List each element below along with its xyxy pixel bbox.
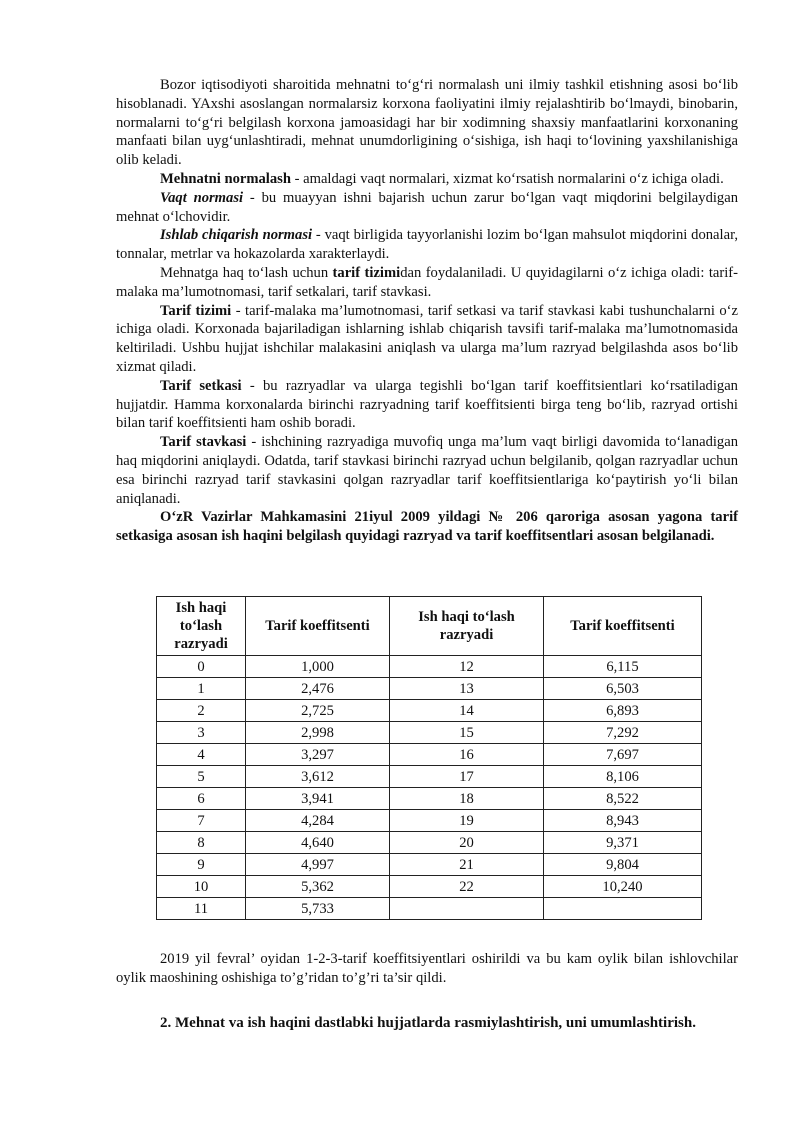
section-heading: 2. Mehnat va ish haqini dastlabki hujjatlarda rasmiylashtirish, uni umumlashtirish. — [160, 1015, 696, 1031]
table-cell: 1 — [157, 678, 246, 700]
definition-time-norm — [116, 189, 738, 227]
table-cell: 7,292 — [544, 722, 702, 744]
table-cell: 9 — [157, 854, 246, 876]
term: Tarif tizimi — [160, 302, 232, 319]
table-cell: 8,943 — [544, 810, 702, 832]
definition-labor-normalization — [116, 170, 738, 189]
table-row — [157, 678, 702, 700]
definition-text: - tarif-malaka ma’lumotnomasi, tarif setkasi va tarif stavkasi kabi tushunchalarni o‘z ichiga oladi. Korxonada bajariladigan ishlarning ishlab chiqarish tavsifi tarif-malaka ma’lumotnomasida keltiriladi. Ushbu hujjat ishchilar malakasini aniqlash va ularga ma’lum razryad belgilashda asos bo‘lib xizmat qiladi. — [116, 302, 738, 375]
table-cell: 9,371 — [544, 832, 702, 854]
table-cell: 2,476 — [246, 678, 390, 700]
definition-tariff-rate — [116, 433, 738, 508]
payment-paragraph — [116, 264, 738, 302]
definition-production-norm — [116, 226, 738, 264]
definition-text: - amaldagi vaqt normalari, xizmat ko‘rsatish normalarini o‘z ichiga oladi. — [290, 170, 724, 187]
table-cell: 6,503 — [544, 678, 702, 700]
definition-tariff-system — [116, 302, 738, 377]
table-cell: 4 — [157, 744, 246, 766]
term: Tarif stavkasi — [160, 434, 247, 451]
table-cell: 3,941 — [246, 788, 390, 810]
table-cell: 11 — [157, 898, 246, 920]
table-cell: 22 — [390, 876, 544, 898]
table-cell: 8,106 — [544, 766, 702, 788]
table-cell: 2,725 — [246, 700, 390, 722]
column-header: Tarif koeffitsenti — [544, 597, 702, 656]
document-body — [116, 76, 738, 546]
table-cell: 3,612 — [246, 766, 390, 788]
intro-paragraph: Bozor iqtisodiyoti sharoitida mehnatni to‘g‘ri normalash uni ilmiy tashkil etishning asosi bo‘lib hisoblanadi. YAxshi asoslangan normalarsiz korxona faoliyatini ilmiy rejalashtirib bo‘lmaydi, binobarin, normalarni to‘g‘ri belgilash korxona jamoasidagi har bir xodimning shaxsiy manfaatlarini korxonaning manfaati bilan uyg‘unlashtiradi, mehnat unumdorligining o‘sishiga, ish haqi to‘lovining yaxshilanishiga olib keladi. — [116, 77, 738, 169]
table-cell: 8,522 — [544, 788, 702, 810]
term: Tarif setkasi — [160, 377, 242, 394]
table-cell: 8 — [157, 832, 246, 854]
table-cell: 6,115 — [544, 656, 702, 678]
table-body — [157, 656, 702, 920]
table-cell: 4,640 — [246, 832, 390, 854]
table-row — [157, 656, 702, 678]
definition-text: - vaqt birligida tayyorlanishi lozim bo‘lgan mahsulot miqdorini donalar, tonnalar, metrlar va hokazolarda xarakterlaydi. — [116, 227, 738, 263]
table-cell — [390, 898, 544, 920]
definition-tariff-grid — [116, 377, 738, 433]
table-cell: 1,000 — [246, 656, 390, 678]
table-cell: 5 — [157, 766, 246, 788]
after-table-section — [116, 950, 738, 988]
column-header: Tarif koeffitsenti — [246, 597, 390, 656]
definition-text: - ishchining razryadiga muvofiq unga ma’lum vaqt birligi davomida to‘lanadigan haq miqdorini aniqlaydi. Odatda, tarif stavkasi birinchi razryad uchun belgilanib, qolgan razryadlar uchun esa birinchi razryad tarif stavkasini qolgan razryadlar tarif koeffitsientlariga ko‘paytirish yo‘li bilan aniqlanadi. — [116, 434, 738, 507]
table-row — [157, 722, 702, 744]
table-cell: 9,804 — [544, 854, 702, 876]
table-row — [157, 766, 702, 788]
table-row — [157, 810, 702, 832]
table-cell: 17 — [390, 766, 544, 788]
table-row — [157, 788, 702, 810]
table-cell: 20 — [390, 832, 544, 854]
term: Ishlab chiqarish normasi — [160, 227, 313, 244]
table-cell: 15 — [390, 722, 544, 744]
table-header-row — [157, 597, 702, 656]
definition-text: - bu muayyan ishni bajarish uchun zarur bo‘lgan vaqt miqdorini belgilaydigan mehnat o‘lchovidir. — [116, 189, 739, 225]
table-cell: 13 — [390, 678, 544, 700]
tariff-table — [156, 596, 702, 920]
table-cell: 4,997 — [246, 854, 390, 876]
column-header: Ish haqi to‘lash razryadi — [390, 597, 544, 656]
table-cell: 6 — [157, 788, 246, 810]
table-cell: 14 — [390, 700, 544, 722]
table-row — [157, 832, 702, 854]
column-header: Ish haqi to‘lash razryadi — [157, 597, 246, 656]
table-cell: 2 — [157, 700, 246, 722]
text: dan foydalaniladi. U quyidagilarni o‘z ichiga oladi: tarif-malaka ma’lumotnomasi, tarif setkalari, tarif stavkasi. — [116, 264, 738, 300]
table-cell: 10 — [157, 876, 246, 898]
table-cell: 21 — [390, 854, 544, 876]
section-heading-block — [116, 1014, 738, 1034]
table-cell: 10,240 — [544, 876, 702, 898]
table-cell: 2,998 — [246, 722, 390, 744]
text: Mehnatga haq to‘lash uchun — [160, 264, 333, 281]
table-cell: 3 — [157, 722, 246, 744]
term: tarif tizimi — [332, 264, 401, 281]
table-cell: 12 — [390, 656, 544, 678]
table-cell: 4,284 — [246, 810, 390, 832]
table-cell: 18 — [390, 788, 544, 810]
term: Vaqt normasi — [160, 189, 244, 206]
table-cell: 16 — [390, 744, 544, 766]
table-cell: 6,893 — [544, 700, 702, 722]
table-row — [157, 854, 702, 876]
table-cell: 5,362 — [246, 876, 390, 898]
table-row — [157, 744, 702, 766]
after-table-paragraph: 2019 yil fevral’ oyidan 1-2-3-tarif koeffitsiyentlari oshirildi va bu kam oylik bilan ishlovchilar oylik maoshining oshishiga to’g’ridan to’g’ri ta’sir qildi. — [116, 951, 738, 986]
term: Mehnatni normalash — [160, 170, 291, 187]
decree-paragraph: O‘zR Vazirlar Mahkamasini 21iyul 2009 yildagi № 206 qaroriga asosan yagona tarif setkasiga asosan ish haqini belgilash quyidagi razryad va tarif koeffitsentlari asosan belgilanadi. — [116, 509, 738, 545]
table-cell: 0 — [157, 656, 246, 678]
table-cell: 19 — [390, 810, 544, 832]
definition-text: - bu razryadlar va ularga tegishli bo‘lgan tarif koeffitsientlari ko‘rsatiladigan hujjatdir. Hamma korxonalarda birinchi razryadning tarif koeffitsienti birga teng bo‘lib, razryad ortishi bilan tarif koeffitsienti ham oshib boradi. — [116, 377, 738, 432]
table-row — [157, 700, 702, 722]
table-cell — [544, 898, 702, 920]
table-cell: 3,297 — [246, 744, 390, 766]
table-cell: 7 — [157, 810, 246, 832]
table-cell: 7,697 — [544, 744, 702, 766]
table-row — [157, 876, 702, 898]
table-cell: 5,733 — [246, 898, 390, 920]
table-row — [157, 898, 702, 920]
